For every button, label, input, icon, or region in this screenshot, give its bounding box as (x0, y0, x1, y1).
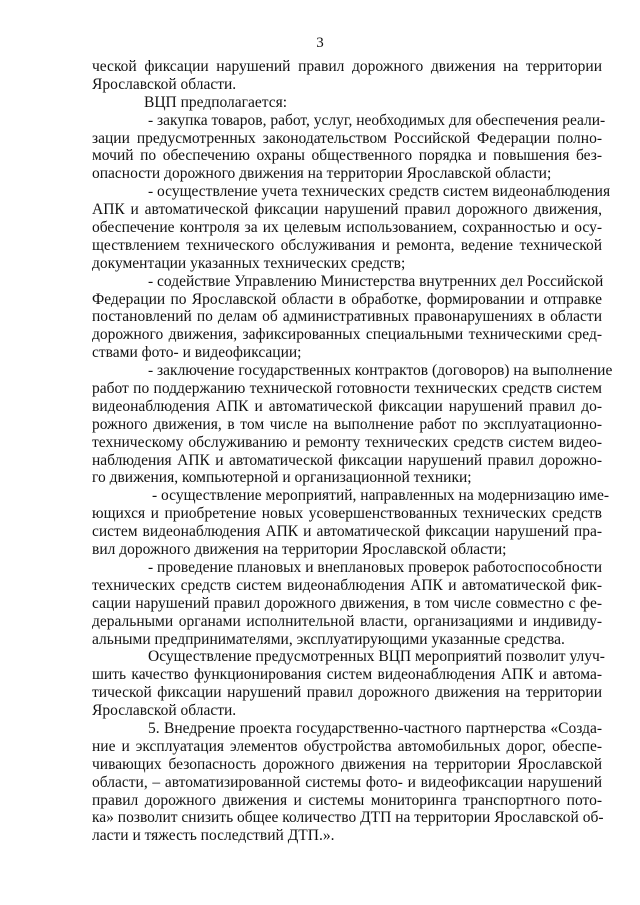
page-number: 3 (316, 35, 324, 51)
text-line: техническому обслуживанию и ремонту технических средств систем видео- (92, 433, 602, 451)
text-line: правил дорожного движения и системы мониторинга транспортного пото- (92, 791, 602, 809)
text-line: видеонаблюдения АПК и автоматической фиксации нарушений правил до- (92, 397, 602, 415)
text-line: постановлений по делам об административных правонарушениях в области (92, 308, 602, 326)
text-line: - осуществление мероприятий, направленных на модернизацию име- (152, 487, 610, 505)
text-line: тической фиксации нарушений правил дорожного движения на территории (92, 684, 602, 702)
text-line: деральными органами исполнительной власти, организациями и индивиду- (92, 612, 602, 630)
text-line: альными предпринимателями, эксплуатирующими указанные средства. (92, 630, 565, 648)
text-line: области, – автоматизированной системы фото- и видеофиксации нарушений (92, 773, 602, 791)
text-line: опасности дорожного движения на территории Ярославской области; (92, 165, 552, 183)
text-line: - содействие Управлению Министерства внутренних дел Российской (148, 272, 604, 290)
text-line: шить качество функционирования систем видеонаблюдения АПК и автома- (92, 666, 602, 684)
text-line: рожного движения, в том числе на выполнение работ по эксплуатационно- (92, 415, 602, 433)
text-line: сации нарушений правил дорожного движения, в том числе совместно с фе- (92, 594, 602, 612)
text-line: зации предусмотренных законодательством Российской Федерации полно- (92, 129, 602, 147)
text-line: Ярославской области. (92, 75, 237, 93)
text-line: чивающих безопасность дорожного движения на территории Ярославской (92, 755, 602, 773)
text-line: работ по поддержанию технической готовности технических средств систем (92, 380, 602, 398)
text-line: систем видеонаблюдения АПК и автоматической фиксации нарушений пра- (92, 523, 602, 541)
text-line: ние и эксплуатация элементов обустройства автомобильных дорог, обеспе- (92, 737, 602, 755)
text-line: 5. Внедрение проекта государственно-частного партнерства «Созда- (148, 719, 602, 737)
text-line: ществлением технического обслуживания и ремонта, ведение технической (92, 236, 602, 254)
text-line: - осуществление учета технических средств систем видеонаблюдения (148, 183, 611, 201)
text-line: Ярославской области. (92, 702, 237, 720)
text-line: Осуществление предусмотренных ВЦП мероприятий позволит улуч- (148, 648, 605, 666)
text-line: обеспечение контроля за их целевым использованием, сохранностью и осу- (92, 219, 602, 237)
text-line: вил дорожного движения на территории Ярославской области; (92, 541, 507, 559)
text-line: АПК и автоматической фиксации нарушений правил дорожного движения, (92, 201, 602, 219)
text-line: ющихся и приобретение новых усовершенствованных технических средств (92, 505, 602, 523)
text-line: Федерации по Ярославской области в обработке, формировании и отправке (92, 290, 602, 308)
text-line: - закупка товаров, работ, услуг, необходимых для обеспечения реали- (148, 111, 606, 129)
text-line: ческой фиксации нарушений правил дорожного движения на территории (92, 58, 602, 75)
text-line: документации указанных технических средств; (92, 254, 406, 272)
text-line: - проведение плановых и внеплановых проверок работоспособности (148, 558, 602, 576)
text-line: наблюдения АПК и автоматической фиксации нарушений правил дорожно- (92, 451, 602, 469)
text-line: ласти и тяжесть последствий ДТП.». (92, 827, 335, 845)
document-body (92, 58, 613, 845)
text-line: мочий по обеспечению охраны общественного порядка и повышения без- (92, 147, 602, 165)
text-line: - заключение государственных контрактов (договоров) на выполнение (148, 362, 613, 380)
text-line: технических средств систем видеонаблюдения АПК и автоматической фик- (92, 576, 602, 594)
text-line: ВЦП предполагается: (144, 93, 288, 111)
text-line: дорожного движения, зафиксированных специальными техническими сред- (92, 326, 602, 344)
text-line: ка» позволит снизить общее количество ДТП на территории Ярославской об- (92, 809, 604, 827)
text-line: ствами фото- и видеофиксации; (92, 344, 302, 362)
text-line: го движения, компьютерной и организационной техники; (92, 469, 472, 487)
